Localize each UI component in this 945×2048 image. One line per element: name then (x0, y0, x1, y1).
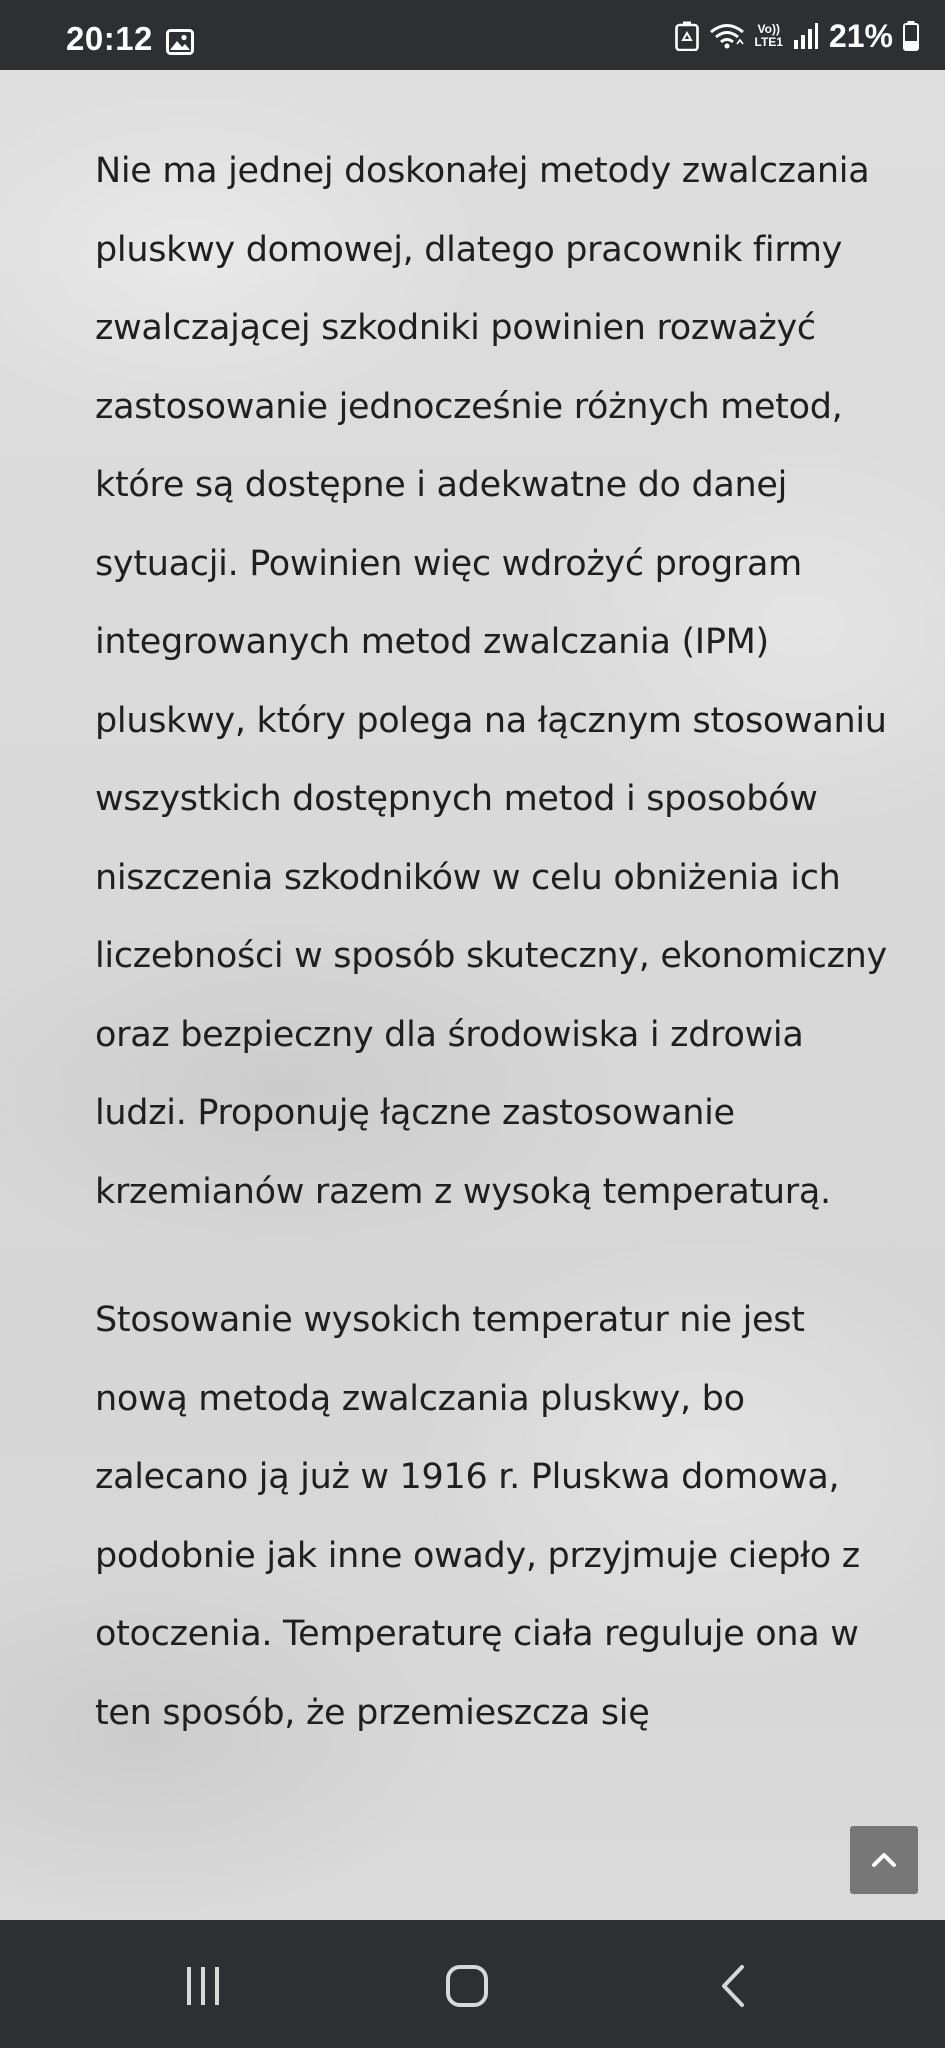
back-button[interactable] (703, 1956, 763, 2016)
network-type (755, 23, 783, 49)
status-time: 20:12 (66, 20, 153, 57)
home-icon (444, 1963, 490, 2009)
status-bar (0, 0, 945, 70)
chevron-up-icon (871, 1852, 897, 1868)
navigation-bar (0, 1920, 945, 2048)
home-button[interactable] (437, 1956, 497, 2016)
lte-label: LTE1 (754, 35, 783, 49)
scroll-to-top-button[interactable] (850, 1826, 918, 1894)
back-icon (718, 1963, 748, 2009)
article-paragraph: Nie ma jednej doskonałej metody zwalczania pluskwy domowej, dlatego pracownik firmy zwalczającej szkodniki powinien rozważyć zastosowanie jednocześnie różnych metod, które są dostępne i adekwatne do danej sytuacji. Powinien więc wdrożyć program integrowanych metod zwalczania (IPM) pluskwy, który polega na łącznym stosowaniu wszystkich dostępnych metod i sposobów niszczenia szkodników w celu obniżenia ich liczebności w sposób skuteczny, ekonomiczny oraz bezpieczny dla środowiska i zdrowia ludzi. Proponuję łączne zastosowanie krzemianów razem z wysoką temperaturą. (95, 151, 887, 1212)
article-paragraph: Stosowanie wysokich temperatur nie jest nową metodą zwalczania pluskwy, bo zalecano ją już w 1916 r. Pluskwa domowa, podobnie jak inne owady, przyjmuje ciepło z otoczenia. Temperaturę ciała reguluje ona w ten sposób, że przemieszcza się (95, 1300, 860, 1733)
page-content[interactable] (0, 70, 945, 1920)
image-icon (166, 29, 194, 55)
recycle-icon (675, 21, 699, 51)
status-icons (665, 18, 920, 54)
volte-label: Vo)) (757, 22, 780, 36)
wifi-icon (709, 22, 745, 50)
battery-percent: 21% (828, 17, 893, 54)
recent-apps-icon (181, 1965, 225, 2007)
article-text (95, 132, 895, 1752)
battery-icon (903, 21, 919, 51)
signal-icon (793, 22, 819, 50)
recent-apps-button[interactable] (173, 1956, 233, 2016)
